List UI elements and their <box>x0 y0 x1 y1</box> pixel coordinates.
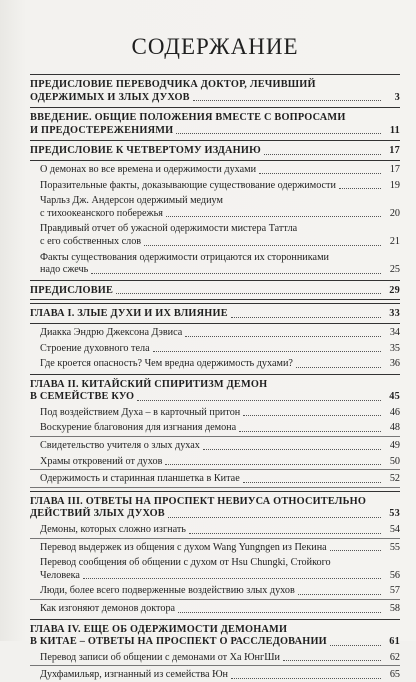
dot-leader <box>176 133 381 134</box>
toc-entry-text: Человека <box>40 569 80 581</box>
toc-page-number: 25 <box>389 264 400 276</box>
toc-entry-text: Как изгоняют демонов доктора <box>40 603 176 614</box>
toc-entry-text: Чарльз Дж. Андерсон одержимый медиум <box>40 195 223 207</box>
toc-chapter-entry[interactable] <box>30 280 400 301</box>
dot-leader <box>116 293 381 294</box>
dot-leader <box>137 400 381 401</box>
toc-page-number: 49 <box>389 440 400 452</box>
toc-sub-entry[interactable] <box>30 324 400 340</box>
dot-leader <box>185 336 381 337</box>
toc-entry-text: ВВЕДЕНИЕ. ОБЩИЕ ПОЛОЖЕНИЯ ВМЕСТЕ С ВОПРОСАМИ <box>30 112 346 124</box>
toc-sub-entry[interactable] <box>30 582 400 600</box>
dot-leader <box>193 100 381 101</box>
toc-entry-text: ДЕЙСТВИЙ ЗЛЫХ ДУХОВ <box>30 508 165 520</box>
dot-leader <box>168 517 381 518</box>
toc-page-number: 62 <box>389 651 400 663</box>
toc-page-number: 65 <box>389 669 400 681</box>
toc-entry-text: Демоны, которых сложно изгнать <box>40 524 186 536</box>
dot-leader <box>243 415 381 416</box>
toc-page-number: 20 <box>389 207 400 219</box>
toc-sub-entry[interactable] <box>30 192 400 220</box>
toc-entry-text: Воскурение благовония для изгнания демона <box>40 422 237 434</box>
toc-page-number: 17 <box>389 163 400 175</box>
toc-entry-text: Под воздействием Духа – в карточный притон <box>40 406 241 418</box>
toc-sub-entry[interactable] <box>30 600 400 616</box>
toc-page-number: 50 <box>389 455 400 467</box>
toc-chapter-entry[interactable] <box>30 107 400 137</box>
toc-entry-text: Духфамильяр, изгнанный из семейства Юн <box>40 669 229 681</box>
toc-chapter-entry[interactable] <box>30 374 400 404</box>
toc-entry-text: Строение духовного тела <box>40 342 150 354</box>
dot-leader <box>178 612 381 613</box>
toc-entry-text: Перевод записи об общении с демонами от Ха ЮнгШи <box>40 651 280 663</box>
toc-entry-text: с его собственных слов <box>40 235 142 247</box>
dot-leader <box>283 660 381 661</box>
dot-leader <box>339 188 381 189</box>
toc-sub-entry[interactable] <box>30 355 400 371</box>
toc-page-number: 11 <box>389 124 400 136</box>
toc-entry-text: Диакка Эндрю Джексона Дэвиса <box>40 326 183 338</box>
dot-leader <box>330 550 381 551</box>
dot-leader <box>231 317 381 318</box>
toc-chapter-entry[interactable] <box>30 303 400 324</box>
toc-chapter-entry[interactable] <box>30 74 400 104</box>
toc-chapter-entry[interactable] <box>30 491 400 521</box>
toc-page-number: 53 <box>389 508 400 520</box>
toc-entry-text: В СЕМЕЙСТВЕ КУО <box>30 391 135 403</box>
table-of-contents <box>30 74 400 682</box>
dot-leader <box>144 245 381 246</box>
toc-entry-text: ГЛАВА II. КИТАЙСКИЙ СПИРИТИЗМ ДЕМОН <box>30 378 268 390</box>
toc-page-number: 55 <box>389 541 400 553</box>
toc-entry-text: Одержимость и старинная планшетка в Китае <box>40 473 240 485</box>
dot-leader <box>166 216 381 217</box>
toc-sub-entry[interactable] <box>30 161 400 177</box>
toc-sub-entry[interactable] <box>30 340 400 356</box>
toc-entry-text: ПРЕДИСЛОВИЕ К ЧЕТВЕРТОМУ ИЗДАНИЮ <box>30 145 261 157</box>
toc-page-number: 61 <box>389 636 400 648</box>
toc-page-number: 48 <box>389 422 400 434</box>
dot-leader <box>91 273 381 274</box>
dot-leader <box>298 594 381 595</box>
toc-sub-entry[interactable] <box>30 453 400 471</box>
toc-entry-text: Поразительные факты, доказывающие существование одержимости <box>40 179 336 191</box>
toc-sub-entry[interactable] <box>30 666 400 682</box>
toc-entry-text: ПРЕДИСЛОВИЕ <box>30 284 114 296</box>
toc-page-number: 35 <box>389 342 400 354</box>
toc-sub-entry[interactable] <box>30 554 400 582</box>
toc-entry-text: И ПРЕДОСТЕРЕЖЕНИЯМИ <box>30 124 174 136</box>
dot-leader <box>189 533 381 534</box>
toc-entry-text: Правдивый отчет об ужасной одержимости мистера Таттла <box>40 223 298 235</box>
toc-page-number: 19 <box>389 179 400 191</box>
toc-page-number: 34 <box>389 326 400 338</box>
toc-page-number: 3 <box>394 91 400 103</box>
toc-entry-text: ОДЕРЖИМЫХ И ЗЛЫХ ДУХОВ <box>30 91 190 103</box>
toc-sub-entry[interactable] <box>30 470 400 488</box>
toc-sub-entry[interactable] <box>30 404 400 420</box>
toc-page-number: 21 <box>389 235 400 247</box>
toc-entry-text: Храмы откровений от духов <box>40 455 163 467</box>
toc-page-number: 56 <box>389 569 400 581</box>
toc-page-number: 52 <box>389 473 400 485</box>
toc-page-number: 46 <box>389 406 400 418</box>
toc-chapter-entry[interactable] <box>30 140 400 161</box>
dot-leader <box>296 367 381 368</box>
toc-entry-text: ПРЕДИСЛОВИЕ ПЕРЕВОДЧИКА ДОКТОР, ЛЕЧИВШИЙ <box>30 79 316 90</box>
toc-page-number: 33 <box>389 308 400 320</box>
toc-entry-text: ГЛАВА I. ЗЛЫЕ ДУХИ И ИХ ВЛИЯНИЕ <box>30 308 228 320</box>
toc-page-number: 57 <box>389 585 400 597</box>
toc-chapter-entry[interactable] <box>30 619 400 649</box>
toc-entry-text: ГЛАВА III. ОТВЕТЫ НА ПРОСПЕКТ НЕВИУСА ОТНОСИТЕЛЬНО <box>30 495 367 507</box>
toc-entry-text: В КИТАЕ – ОТВЕТЫ НА ПРОСПЕКТ О РАССЛЕДОВАНИИ <box>30 636 327 648</box>
toc-sub-entry[interactable] <box>30 220 400 248</box>
toc-sub-entry[interactable] <box>30 249 400 277</box>
dot-leader <box>243 482 381 483</box>
dot-leader <box>231 678 381 679</box>
toc-sub-entry[interactable] <box>30 649 400 667</box>
dot-leader <box>264 154 381 155</box>
toc-entry-text: Свидетельство учителя о злых духах <box>40 440 200 452</box>
toc-entry-text: ГЛАВА IV. ЕЩЕ ОБ ОДЕРЖИМОСТИ ДЕМОНАМИ <box>30 623 288 635</box>
page-title: СОДЕРЖАНИЕ <box>131 34 299 59</box>
toc-entry-text: надо сжечь <box>40 264 89 276</box>
toc-entry-text: Перевод выдержек из общения с духом Wang Yungngen из Пекина <box>40 541 327 553</box>
toc-sub-entry[interactable] <box>30 419 400 437</box>
dot-leader <box>203 449 381 450</box>
toc-page-number: 36 <box>389 358 400 370</box>
toc-entry-text: с тихоокеанского побережья <box>40 207 163 219</box>
toc-sub-entry[interactable] <box>30 437 400 453</box>
dot-leader <box>330 645 381 646</box>
toc-entry-text: Где кроется опасность? Чем вредна одержимость духами? <box>40 358 293 370</box>
toc-page-number: 54 <box>389 524 400 536</box>
toc-sub-entry[interactable] <box>30 521 400 539</box>
dot-leader <box>259 173 381 174</box>
dot-leader <box>239 431 381 432</box>
toc-page-number: 17 <box>389 145 400 157</box>
dot-leader <box>153 351 381 352</box>
dot-leader <box>83 578 381 579</box>
toc-entry-text: Перевод сообщения об общении с духом от Hsu Chungki, Стойкого <box>40 557 331 569</box>
toc-sub-entry[interactable] <box>30 539 400 555</box>
toc-sub-entry[interactable] <box>30 177 400 193</box>
toc-entry-text: О демонах во все времена и одержимости духами <box>40 163 257 175</box>
toc-page-number: 29 <box>389 284 400 296</box>
toc-page-number: 45 <box>389 391 400 403</box>
toc-entry-text: Факты существования одержимости отрицаются их сторонниками <box>40 251 329 263</box>
toc-entry-text: Люди, более всего подверженные воздействию злых духов <box>40 585 295 597</box>
toc-page-number: 58 <box>389 603 400 614</box>
dot-leader <box>165 464 381 465</box>
